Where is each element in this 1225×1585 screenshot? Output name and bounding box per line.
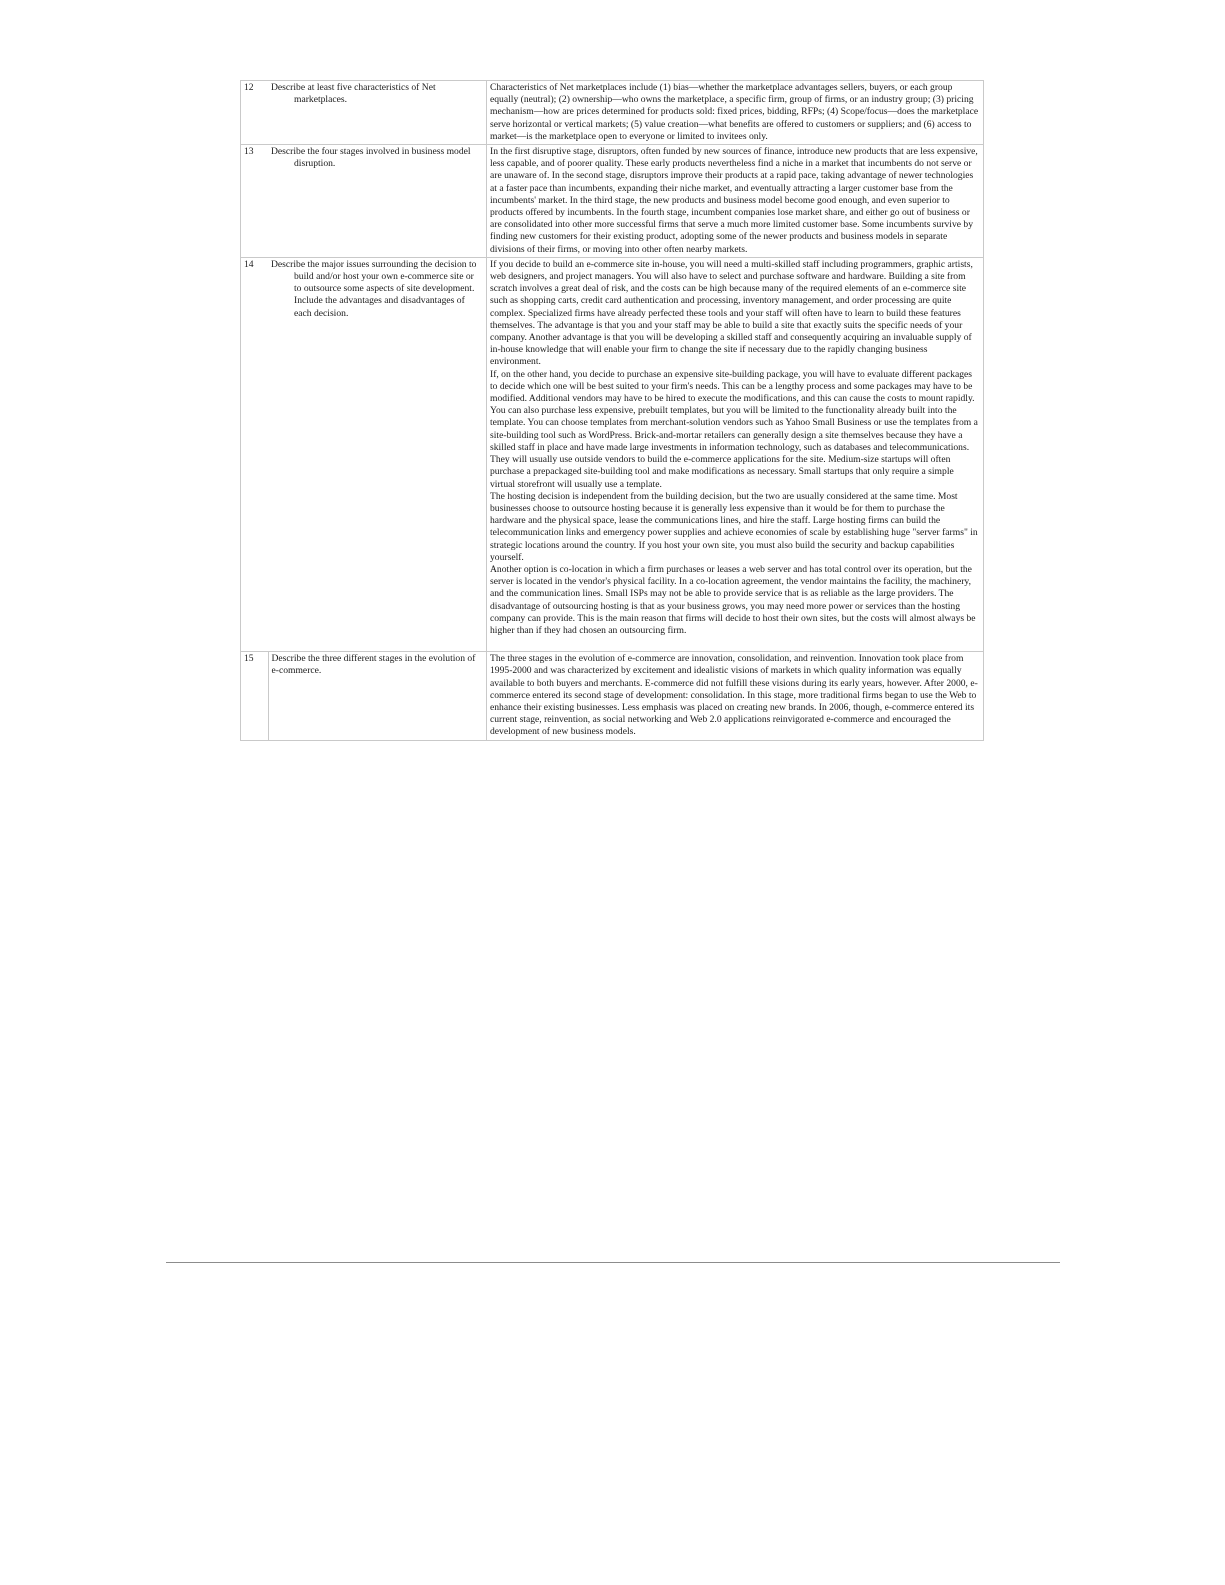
question-text: Describe the three different stages in the evolution of e-commerce. xyxy=(271,653,476,677)
answer-paragraph: Another option is co-location in which a firm purchases or leases a web server and has total control over its operation, but the server is located in the vendor's physical facility. In a co-location agreement, the vendor maintains the facility, the machinery, and the communication lines. Small ISPs may not be able to provide service that is as reliable as the large providers. The disadvantage of outsourcing hosting is that as your business grows, you may need more power or services than the hosting company can provide. This is the main reason that firms will decide to host their own sites, but the costs will almost always be higher than if they had chosen an outsourcing firm. xyxy=(490,563,976,636)
question-number: 14 xyxy=(241,257,269,651)
answer-paragraph: If, on the other hand, you decide to purchase an expensive site-building package, you will have to evaluate different packages to decide which one will be best suited to your firm's needs. This can be a lengthy process and some packages may have to be modified. Additional vendors may have to be hired to execute the modifications, and this can cause the costs to mount rapidly. xyxy=(490,368,975,405)
question-cell xyxy=(268,652,487,740)
answer-paragraph: You can also purchase less expensive, prebuilt templates, but you will be limited to the functionality already built into the template. You can choose templates from merchant-solution vendors such as Yahoo Small Business or use the templates from a site-building tool such as WordPress. Brick-and-mortar retailers can generally design a site themselves because they have a skilled staff in place and have made large investments in information technology, such as databases and telecommunications. They will usually use outside vendors to build the e-commerce applications for the site. Medium-size startups will often purchase a prepackaged site-building tool and make modifications as necessary. Small startups that only require a simple virtual storefront will usually use a template. xyxy=(490,405,978,490)
table-row xyxy=(241,81,984,145)
question-text: Describe the major issues surrounding the decision to build and/or host your own e-commerce site or to outsource some aspects of site development. Include the advantages and disadvantages of each decision. xyxy=(271,258,477,319)
page-footer-rule xyxy=(166,1262,1060,1263)
answer-paragraph: The hosting decision is independent from the building decision, but the two are usually considered at the same time. Most businesses choose to outsource hosting because it is generally less expensive than it would be for them to purchase the hardware and the physical space, lease the communications lines, and hire the staff. Large hosting firms can build the telecommunication links and emergency power supplies and achieve economies of scale by establishing huge "server farms" in strategic locations around the country. If you host your own site, you must also build the security and backup capabilities yourself. xyxy=(490,490,978,563)
table-row xyxy=(241,652,984,740)
answer-cell xyxy=(487,257,984,651)
question-cell xyxy=(268,257,487,651)
question-number: 15 xyxy=(241,652,269,740)
answer-cell xyxy=(487,81,984,145)
answer-cell xyxy=(487,145,984,258)
answer-paragraph: In the first disruptive stage, disruptors, often funded by new sources of finance, introduce new products that are less expensive, less capable, and of poorer quality. These early products nevertheless find a niche in a market that incumbents do not serve or are unaware of. In the second stage, disruptors improve their products at a rapid pace, taking advantage of newer technologies at a faster pace than incumbents, expanding their niche market, and eventually attracting a larger customer base from the incumbents' market. In the third stage, the new products and business model become good enough, and even superior to products offered by incumbents. In the fourth stage, incumbent companies lose market share, and either go out of business or are consolidated into other more successful firms that serve a much more limited customer base. Some incumbents survive by finding new customers for their existing product, adopting some of the newer products and business models in separate divisions of their firms, or moving into other often nearby markets. xyxy=(490,146,978,255)
question-answer-table xyxy=(240,80,984,741)
table-row xyxy=(241,257,984,651)
table-row xyxy=(241,145,984,258)
answer-cell xyxy=(487,652,984,740)
question-text: Describe at least five characteristics of Net marketplaces. xyxy=(271,82,436,106)
question-cell xyxy=(268,145,487,258)
question-text: Describe the four stages involved in business model disruption. xyxy=(271,146,471,170)
answer-paragraph: The three stages in the evolution of e-commerce are innovation, consolidation, and reinvention. Innovation took place from 1995-2000 and was characterized by excitement and idealistic visions of markets in which quality information was equally available to both buyers and merchants. E-commerce did not fulfill these visions during its early years, however. After 2000, e-commerce entered its second stage of development: consolidation. In this stage, more traditional firms began to use the Web to enhance their existing businesses. Less emphasis was placed on creating new brands. In 2006, though, e-commerce entered its current stage, reinvention, as social networking and Web 2.0 applications reinvigorated e-commerce and encouraged the development of new business models. xyxy=(490,653,978,738)
question-number: 12 xyxy=(241,81,269,145)
answer-paragraph: If you decide to build an e-commerce site in-house, you will need a multi-skilled staff including programmers, graphic artists, web designers, and project managers. You will also have to select and purchase software and hardware. Building a site from scratch involves a great deal of risk, and the costs can be high because many of the required elements of an e-commerce site such as shopping carts, credit card authentication and processing, inventory management, and order processing are quite complex. Specialized firms have already perfected these tools and your staff will often have to learn to build these features themselves. The advantage is that you and your staff may be able to build a site that exactly suits the specific needs of your company. Another advantage is that you will be developing a skilled staff and consequently acquiring an invaluable supply of in-house knowledge that will enable your firm to change the site if necessary due to the rapidly changing business environment. xyxy=(490,258,973,368)
answer-paragraph: Characteristics of Net marketplaces include (1) bias—whether the marketplace advantages sellers, buyers, or each group equally (neutral); (2) ownership—who owns the marketplace, a specific firm, group of firms, or an industry group; (3) pricing mechanism—how are prices determined for products sold: fixed prices, bidding, RFPs; (4) Scope/focus—does the marketplace serve horizontal or vertical markets; (5) value creation—what benefits are offered to customers or suppliers; and (6) access to market—is the marketplace open to everyone or limited to invitees only. xyxy=(490,82,979,142)
question-cell xyxy=(268,81,487,145)
question-number: 13 xyxy=(241,145,269,258)
